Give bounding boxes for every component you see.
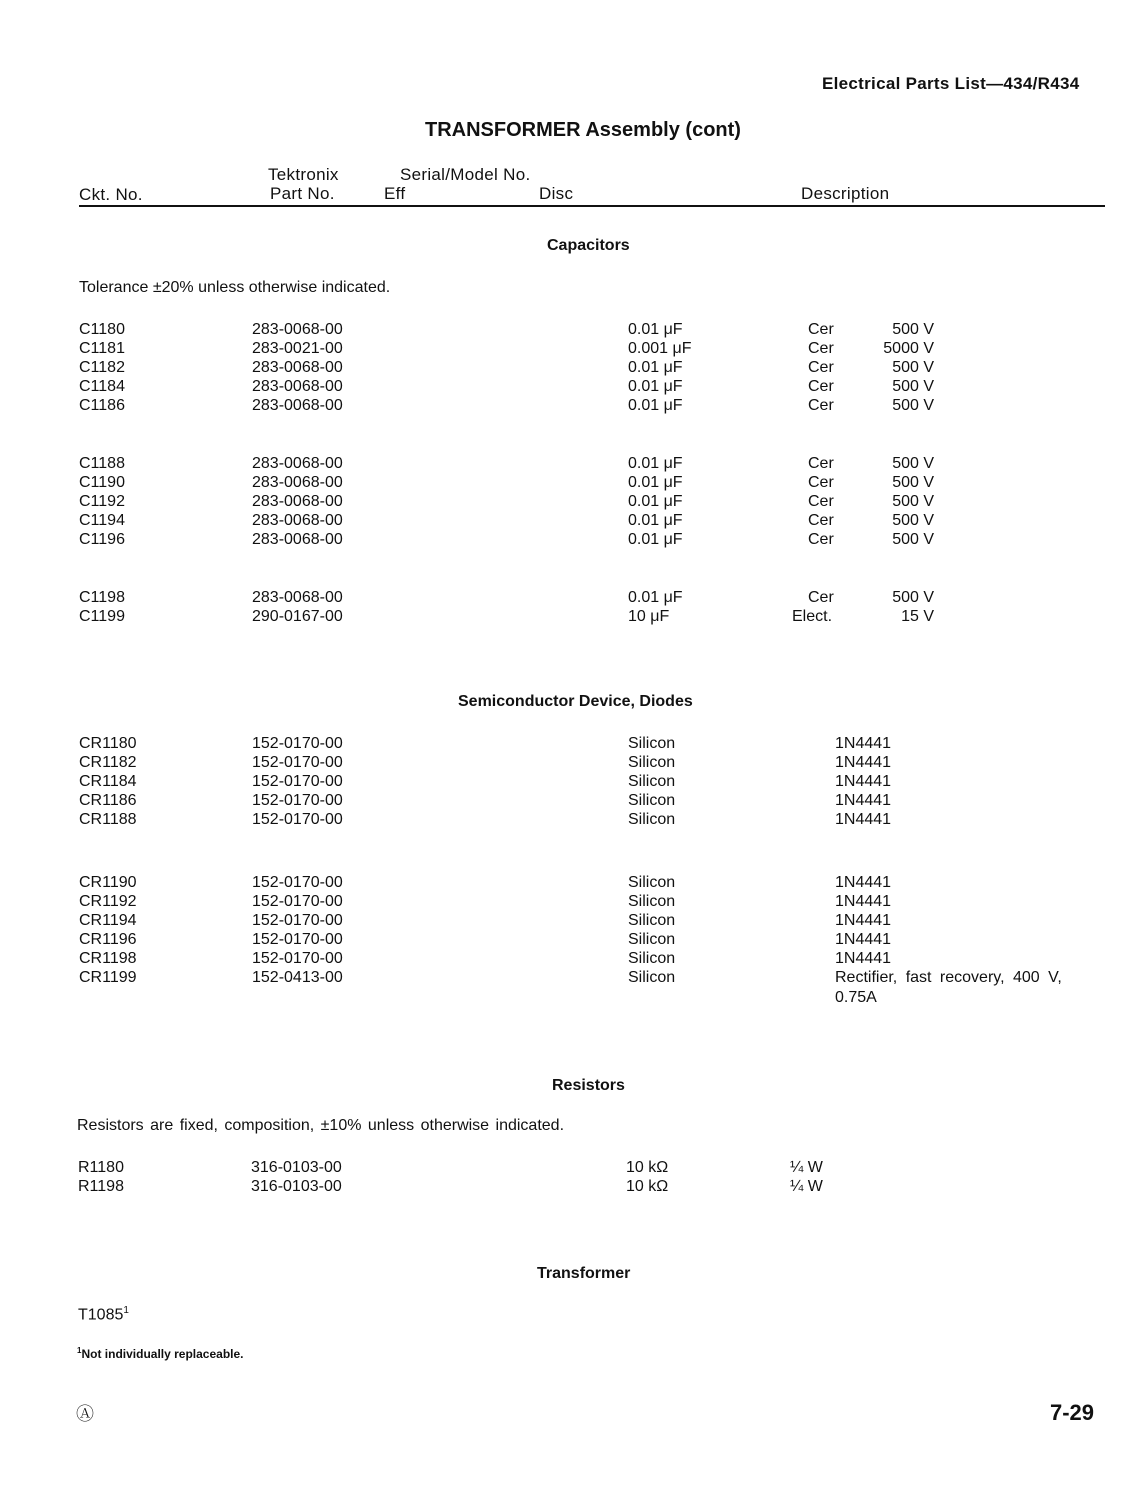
header-rule [79,205,1105,207]
ckt-no: CR1198 [79,950,137,967]
voltage: 500 V [892,397,934,414]
part-no: 152-0170-00 [252,893,343,910]
part-no: 283-0068-00 [252,512,343,529]
part-no: 283-0068-00 [252,493,343,510]
part-no: 283-0068-00 [252,474,343,491]
ckt-no: C1194 [79,512,125,529]
transformer-ckt-no: T1085 [78,1306,124,1324]
description: 1N4441 [835,735,892,752]
value: 0.01 μF [628,512,683,529]
type: Cer [808,321,834,338]
col-disc: Disc [539,184,574,203]
diodes-title: Semiconductor Device, Diodes [458,693,693,710]
value: 10 kΩ [626,1178,669,1195]
col-part-no: Part No. [270,184,335,203]
col-eff: Eff [384,184,406,203]
type: Silicon [628,754,676,771]
value: 0.01 μF [628,493,683,510]
ckt-no: CR1194 [79,912,137,929]
resistors-note: Resistors are fixed, composition, ±10% unless otherwise indicated. [77,1117,565,1134]
part-no: 152-0170-00 [252,874,343,891]
description: 1N4441 [835,773,892,790]
ckt-no: R1198 [78,1178,124,1195]
part-no: 283-0068-00 [252,359,343,376]
part-no: 152-0170-00 [252,912,343,929]
ckt-no: C1198 [79,589,125,606]
page-number: 7-29 [1050,1400,1095,1425]
voltage: 500 V [892,531,934,548]
type: Cer [808,455,834,472]
capacitors-title: Capacitors [547,237,630,254]
type: Silicon [628,735,676,752]
voltage: 500 V [892,321,934,338]
part-no: 283-0068-00 [252,378,343,395]
type: Cer [808,340,834,357]
part-no: 316-0103-00 [251,1178,342,1195]
type: Silicon [628,950,676,967]
type: Silicon [628,912,676,929]
voltage: 500 V [892,589,934,606]
value: 0.01 μF [628,589,683,606]
ckt-no: C1188 [79,455,125,472]
part-no: 152-0170-00 [252,792,343,809]
footnote-number: 1 [77,1346,82,1355]
description: 1N4441 [835,950,892,967]
description-continued: 0.75A [835,989,877,1006]
publisher-mark-icon: Ⓐ [76,1404,94,1424]
ckt-no: C1181 [79,340,125,357]
voltage: 500 V [892,474,934,491]
part-no: 283-0021-00 [252,340,343,357]
description: 1N4441 [835,912,892,929]
footnote [77,1346,244,1361]
value: 0.01 μF [628,359,683,376]
type: Silicon [628,874,676,891]
ckt-no: CR1180 [79,735,137,752]
type: Cer [808,512,834,529]
col-description: Description [801,184,890,203]
value: 0.01 μF [628,321,683,338]
voltage: 5000 V [883,340,934,357]
part-no: 283-0068-00 [252,397,343,414]
type: Cer [808,531,834,548]
type: Cer [808,493,834,510]
wattage: ¼ W [790,1178,823,1195]
value: 10 kΩ [626,1159,669,1176]
ckt-no: C1186 [79,397,125,414]
ckt-no: CR1192 [79,893,137,910]
type: Silicon [628,893,676,910]
ckt-no: CR1184 [79,773,137,790]
type: Silicon [628,792,676,809]
type: Silicon [628,773,676,790]
footnote-ref: 1 [123,1305,129,1316]
type: Elect. [792,608,833,625]
type: Silicon [628,811,676,828]
type: Cer [808,589,834,606]
ckt-no: R1180 [78,1159,124,1176]
value: 0.01 μF [628,474,683,491]
col-serial-model: Serial/Model No. [400,165,531,184]
voltage: 500 V [892,455,934,472]
value: 0.01 μF [628,378,683,395]
value: 0.001 μF [628,340,692,357]
type: Cer [808,474,834,491]
type: Silicon [628,931,676,948]
page-title: TRANSFORMER Assembly (cont) [425,119,741,141]
part-no: 283-0068-00 [252,531,343,548]
resistors-title: Resistors [552,1077,625,1094]
ckt-no: CR1190 [79,874,137,891]
ckt-no: C1184 [79,378,125,395]
part-no: 316-0103-00 [251,1159,342,1176]
transformer-title: Transformer [537,1265,631,1282]
col-ckt-no: Ckt. No. [79,185,143,204]
voltage: 500 V [892,359,934,376]
part-no: 283-0068-00 [252,589,343,606]
ckt-no: C1192 [79,493,125,510]
value: 0.01 μF [628,455,683,472]
description: 1N4441 [835,874,892,891]
ckt-no: C1182 [79,359,125,376]
description: 1N4441 [835,893,892,910]
part-no: 283-0068-00 [252,321,343,338]
wattage: ¼ W [790,1159,823,1176]
description: 1N4441 [835,792,892,809]
voltage: 500 V [892,378,934,395]
ckt-no: C1190 [79,474,125,491]
ckt-no: C1199 [79,608,125,625]
part-no: 152-0170-00 [252,773,343,790]
ckt-no: CR1186 [79,792,137,809]
part-no: 152-0170-00 [252,754,343,771]
part-no: 152-0413-00 [252,969,343,986]
part-no: 290-0167-00 [252,608,343,625]
part-no: 152-0170-00 [252,735,343,752]
running-title: Electrical Parts List—434/R434 [822,74,1080,93]
capacitors-note: Tolerance ±20% unless otherwise indicated. [79,279,391,296]
value: 10 μF [628,608,670,625]
voltage: 500 V [892,493,934,510]
part-no: 152-0170-00 [252,811,343,828]
footnote-text: Not individually replaceable. [81,1347,244,1361]
part-no: 283-0068-00 [252,455,343,472]
col-tektronix: Tektronix [268,165,339,184]
description: 1N4441 [835,931,892,948]
ckt-no: C1196 [79,531,125,548]
part-no: 152-0170-00 [252,931,343,948]
voltage: 15 V [901,608,934,625]
ckt-no: CR1182 [79,754,137,771]
ckt-no: CR1196 [79,931,137,948]
type: Cer [808,359,834,376]
ckt-no: CR1188 [79,811,137,828]
value: 0.01 μF [628,531,683,548]
value: 0.01 μF [628,397,683,414]
ckt-no: CR1199 [79,969,137,986]
description: Rectifier, fast recovery, 400 V, [835,969,1062,986]
description: 1N4441 [835,811,892,828]
type: Cer [808,397,834,414]
ckt-no: C1180 [79,321,125,338]
transformer-ckt [78,1305,129,1324]
type: Silicon [628,969,676,986]
part-no: 152-0170-00 [252,950,343,967]
description: 1N4441 [835,754,892,771]
type: Cer [808,378,834,395]
voltage: 500 V [892,512,934,529]
